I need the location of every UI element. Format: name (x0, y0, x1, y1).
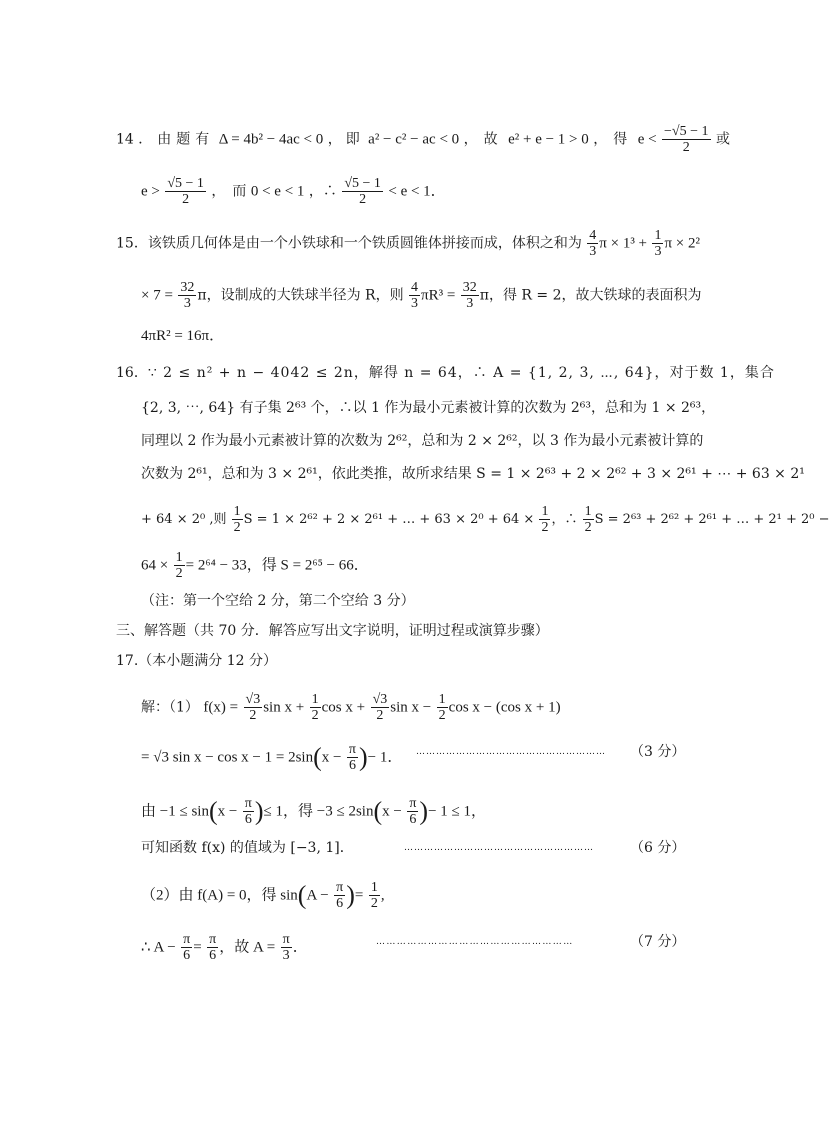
fraction-numerator: π (348, 742, 356, 757)
q14-text: ，得 (593, 131, 634, 148)
q17-math: x − (321, 749, 342, 766)
fraction-numerator: 4 (589, 228, 597, 243)
q16-half-fraction (539, 504, 550, 535)
fraction-denominator: 6 (183, 948, 191, 963)
fraction-numerator: 32 (462, 280, 477, 295)
q17-score-3: （3 分） (630, 744, 686, 760)
q17-score-7: （7 分） (630, 934, 686, 950)
fraction-numerator: 1 (438, 692, 446, 707)
fraction-numerator: √3 (245, 692, 261, 707)
q16-line-4: 次数为 2⁶¹，总和为 3 × 2⁶¹，依此类推，故所求结果 S = 1 × 2⁶³ + 2 × 2⁶² + 3 × 2⁶¹ + ⋯ + 63 × 2¹ (141, 466, 805, 482)
q16-half-fraction (174, 550, 185, 581)
fraction-denominator: 6 (336, 896, 344, 911)
q16-line-1 (116, 363, 775, 383)
fraction-denominator: 2 (584, 520, 592, 535)
q17-math: − 1． (367, 749, 403, 766)
q17-math: sin x − (390, 699, 432, 716)
q17-fraction (181, 932, 192, 963)
q15-fraction (587, 228, 598, 259)
fraction-numerator: π (183, 932, 191, 947)
q15-fraction (652, 228, 663, 259)
q17-math: f(x) = (203, 699, 239, 716)
q17-math: − 1 ≤ 1， (428, 803, 487, 820)
fraction-numerator: π (209, 932, 217, 947)
q14-fraction (165, 176, 206, 207)
q17-math: ，故 A = (219, 939, 276, 956)
q17-math: = (193, 939, 202, 956)
fraction-denominator: 2 (175, 566, 183, 581)
q15-fraction (178, 280, 196, 311)
fraction-numerator: 1 (584, 504, 592, 519)
q17-math: cos x + (321, 699, 366, 716)
left-paren: ( (373, 796, 383, 826)
fraction-denominator: 3 (466, 296, 474, 311)
q14-inequality-e: e² + e − 1 > 0 (508, 131, 589, 148)
fraction-denominator: 3 (183, 296, 191, 311)
q16-line-2: {2, 3, ⋯, 64} 有子集 2⁶³ 个，∴以 1 作为最小元素被计算的次数为 2⁶³，总和为 1 × 2⁶³， (141, 400, 716, 416)
fraction-numerator: π (336, 880, 344, 895)
fraction-numerator: 1 (370, 880, 378, 895)
q14-math: < e < 1． (388, 183, 446, 200)
q16-text: ，∴ (551, 512, 578, 527)
fraction-numerator: π (282, 932, 290, 947)
q16-half-fraction (583, 504, 594, 535)
fraction-denominator: 2 (438, 708, 446, 723)
leader-dots: ………………………………………………… (376, 937, 574, 947)
fraction-denominator: 6 (409, 812, 417, 827)
q15-fraction (409, 280, 420, 311)
q17-math: = √3 sin x − cos x − 1 = 2sin (141, 749, 314, 766)
fraction-denominator: 2 (370, 896, 378, 911)
q17-comma: , (380, 887, 385, 904)
left-paren: ( (208, 796, 218, 826)
q17-math: x − (382, 803, 402, 820)
fraction-numerator: √3 (372, 692, 388, 707)
fraction-numerator: 1 (541, 504, 549, 519)
fraction-numerator: 1 (311, 692, 319, 707)
q17-math: A − (306, 887, 329, 904)
q14-text: ．由题有 (138, 131, 215, 148)
q16-text: ∵ 2 ≤ n² + n − 4042 ≤ 2n，解得 n = 64，∴ A = {1, 2, 3, ⋯, 64}，对于数 1，集合 (147, 365, 775, 381)
q16-note: （注：第一个空给 2 分，第二个空给 3 分） (141, 593, 415, 609)
q14-math: e > (141, 183, 160, 200)
q17-line-1 (141, 692, 561, 723)
q15-number: 15． (116, 235, 148, 252)
fraction-denominator: 6 (209, 948, 217, 963)
q17-math: ≤ 1，得 −3 ≤ 2sin (263, 803, 374, 820)
q14-text: ，∴ (308, 183, 337, 200)
q14-number: 14 (116, 131, 134, 148)
fraction-denominator: 6 (348, 758, 356, 773)
q17-fraction (407, 796, 418, 827)
q15-line-2 (141, 280, 702, 311)
q16-half-fraction (232, 504, 243, 535)
fraction-denominator: 2 (359, 192, 367, 207)
q14-line-2 (141, 176, 446, 207)
q14-text: ， 而 (211, 183, 247, 200)
leader-dots: ………………………………………………… (416, 747, 606, 757)
q15-line-1 (116, 228, 700, 259)
fraction-numerator: 4 (411, 280, 419, 295)
q14-discriminant: Δ = 4b² − 4ac < 0 (218, 131, 324, 148)
q16-number: 16． (116, 365, 148, 381)
q17-math: ． (292, 939, 308, 956)
q14-math: 0 < e < 1 (250, 183, 305, 200)
q17-fraction (334, 880, 345, 911)
q14-inequality: a² − c² − ac < 0 (368, 131, 460, 148)
q17-fraction (371, 692, 390, 723)
fraction-numerator: 1 (654, 228, 662, 243)
q16-line-3: 同理以 2 作为最小元素被计算的次数为 2⁶²，总和为 2 × 2⁶²，以 3 作为最小元素被计算的 (141, 433, 704, 449)
q14-line-1 (116, 124, 730, 155)
q17-math: sin x + (263, 699, 305, 716)
q15-math: π × 1³ + (599, 235, 648, 252)
fraction-numerator: π (244, 796, 252, 811)
q16-math: 64 × (141, 557, 169, 574)
q15-math: π × 2² (664, 235, 701, 252)
q17-line-3 (141, 796, 486, 827)
fraction-denominator: 2 (376, 708, 384, 723)
q17-math: x − (217, 803, 238, 820)
q14-text: ，即 (327, 131, 364, 148)
q17-line-2 (141, 742, 402, 773)
fraction-denominator: 3 (589, 244, 597, 259)
q17-score-6: （6 分） (630, 840, 686, 856)
q17-fraction (310, 692, 321, 723)
q14-math: e < (637, 131, 657, 148)
q17-fraction (437, 692, 448, 723)
q17-fraction (369, 880, 380, 911)
q17-math: = (354, 887, 364, 904)
fraction-denominator: 2 (682, 140, 690, 155)
q15-text: π，设制成的大铁球半径为 R，则 (197, 287, 404, 304)
q17-math: cos x − (cos x + 1) (448, 699, 561, 716)
fraction-numerator: 1 (175, 550, 183, 565)
q17-fraction (347, 742, 358, 773)
q14-fraction (342, 176, 383, 207)
fraction-denominator: 2 (182, 192, 190, 207)
fraction-numerator: √5 − 1 (167, 176, 204, 191)
q16-math: S = 1 × 2⁶² + 2 × 2⁶¹ + … + 63 × 2⁰ + 64 × (243, 512, 535, 527)
fraction-denominator: 3 (282, 948, 290, 963)
q14-fraction (662, 124, 710, 155)
q17-math: ∴ A − (141, 939, 176, 956)
q15-math: πR³ = (421, 287, 456, 304)
leader-dots: ………………………………………………… (404, 843, 594, 853)
q15-line-3: 4πR² = 16π． (141, 328, 225, 344)
q15-fraction (461, 280, 479, 311)
q15-text: π，得 R = 2，故大铁球的表面积为 (479, 287, 702, 304)
fraction-denominator: 3 (654, 244, 662, 259)
q15-math: × 7 = (141, 287, 173, 304)
q14-text: ，故 (463, 131, 504, 148)
right-paren: ) (346, 880, 355, 910)
fraction-denominator: 2 (311, 708, 319, 723)
q16-line-6 (141, 550, 369, 581)
q16-math: S = 2⁶³ + 2⁶² + 2⁶¹ + … + 2¹ + 2⁰ − (594, 512, 830, 527)
q16-line-5 (141, 504, 830, 535)
q17-line-6 (141, 932, 308, 963)
fraction-numerator: √5 − 1 (344, 176, 381, 191)
q16-math: + 64 × 2⁰ ,则 (141, 512, 227, 527)
fraction-denominator: 2 (249, 708, 257, 723)
fraction-denominator: 2 (233, 520, 241, 535)
fraction-denominator: 2 (541, 520, 549, 535)
q17-fraction (207, 932, 218, 963)
q17-math: 由 −1 ≤ sin (141, 803, 209, 820)
right-paren: ) (419, 796, 429, 826)
right-paren: ) (254, 796, 264, 826)
q17-fraction (281, 932, 292, 963)
q16-math: = 2⁶⁴ − 33，得 S = 2⁶⁵ − 66． (185, 557, 369, 574)
q17-text: 解：（1） (141, 699, 199, 716)
right-paren: ) (359, 742, 368, 772)
q17-line-4: 可知函数 f(x) 的值域为 [−3, 1]． (141, 840, 354, 856)
q14-text: 或 (715, 131, 730, 148)
q17-title: 17.（本小题满分 12 分） (116, 653, 277, 669)
fraction-numerator: 1 (233, 504, 241, 519)
q17-fraction (244, 692, 263, 723)
section-heading: 三、解答题（共 70 分．解答应写出文字说明，证明过程或演算步骤） (116, 623, 549, 639)
q17-line-5 (141, 880, 385, 911)
left-paren: ( (313, 742, 322, 772)
fraction-numerator: π (409, 796, 417, 811)
left-paren: ( (297, 880, 307, 910)
q17-math: （2）由 f(A) = 0，得 sin (141, 887, 298, 904)
fraction-numerator: −√5 − 1 (664, 124, 709, 139)
fraction-denominator: 6 (244, 812, 252, 827)
fraction-denominator: 3 (411, 296, 419, 311)
fraction-numerator: 32 (180, 280, 195, 295)
q17-fraction (243, 796, 254, 827)
q15-text: 该铁质几何体是由一个小铁球和一个铁质圆锥体拼接而成，体积之和为 (147, 235, 582, 252)
